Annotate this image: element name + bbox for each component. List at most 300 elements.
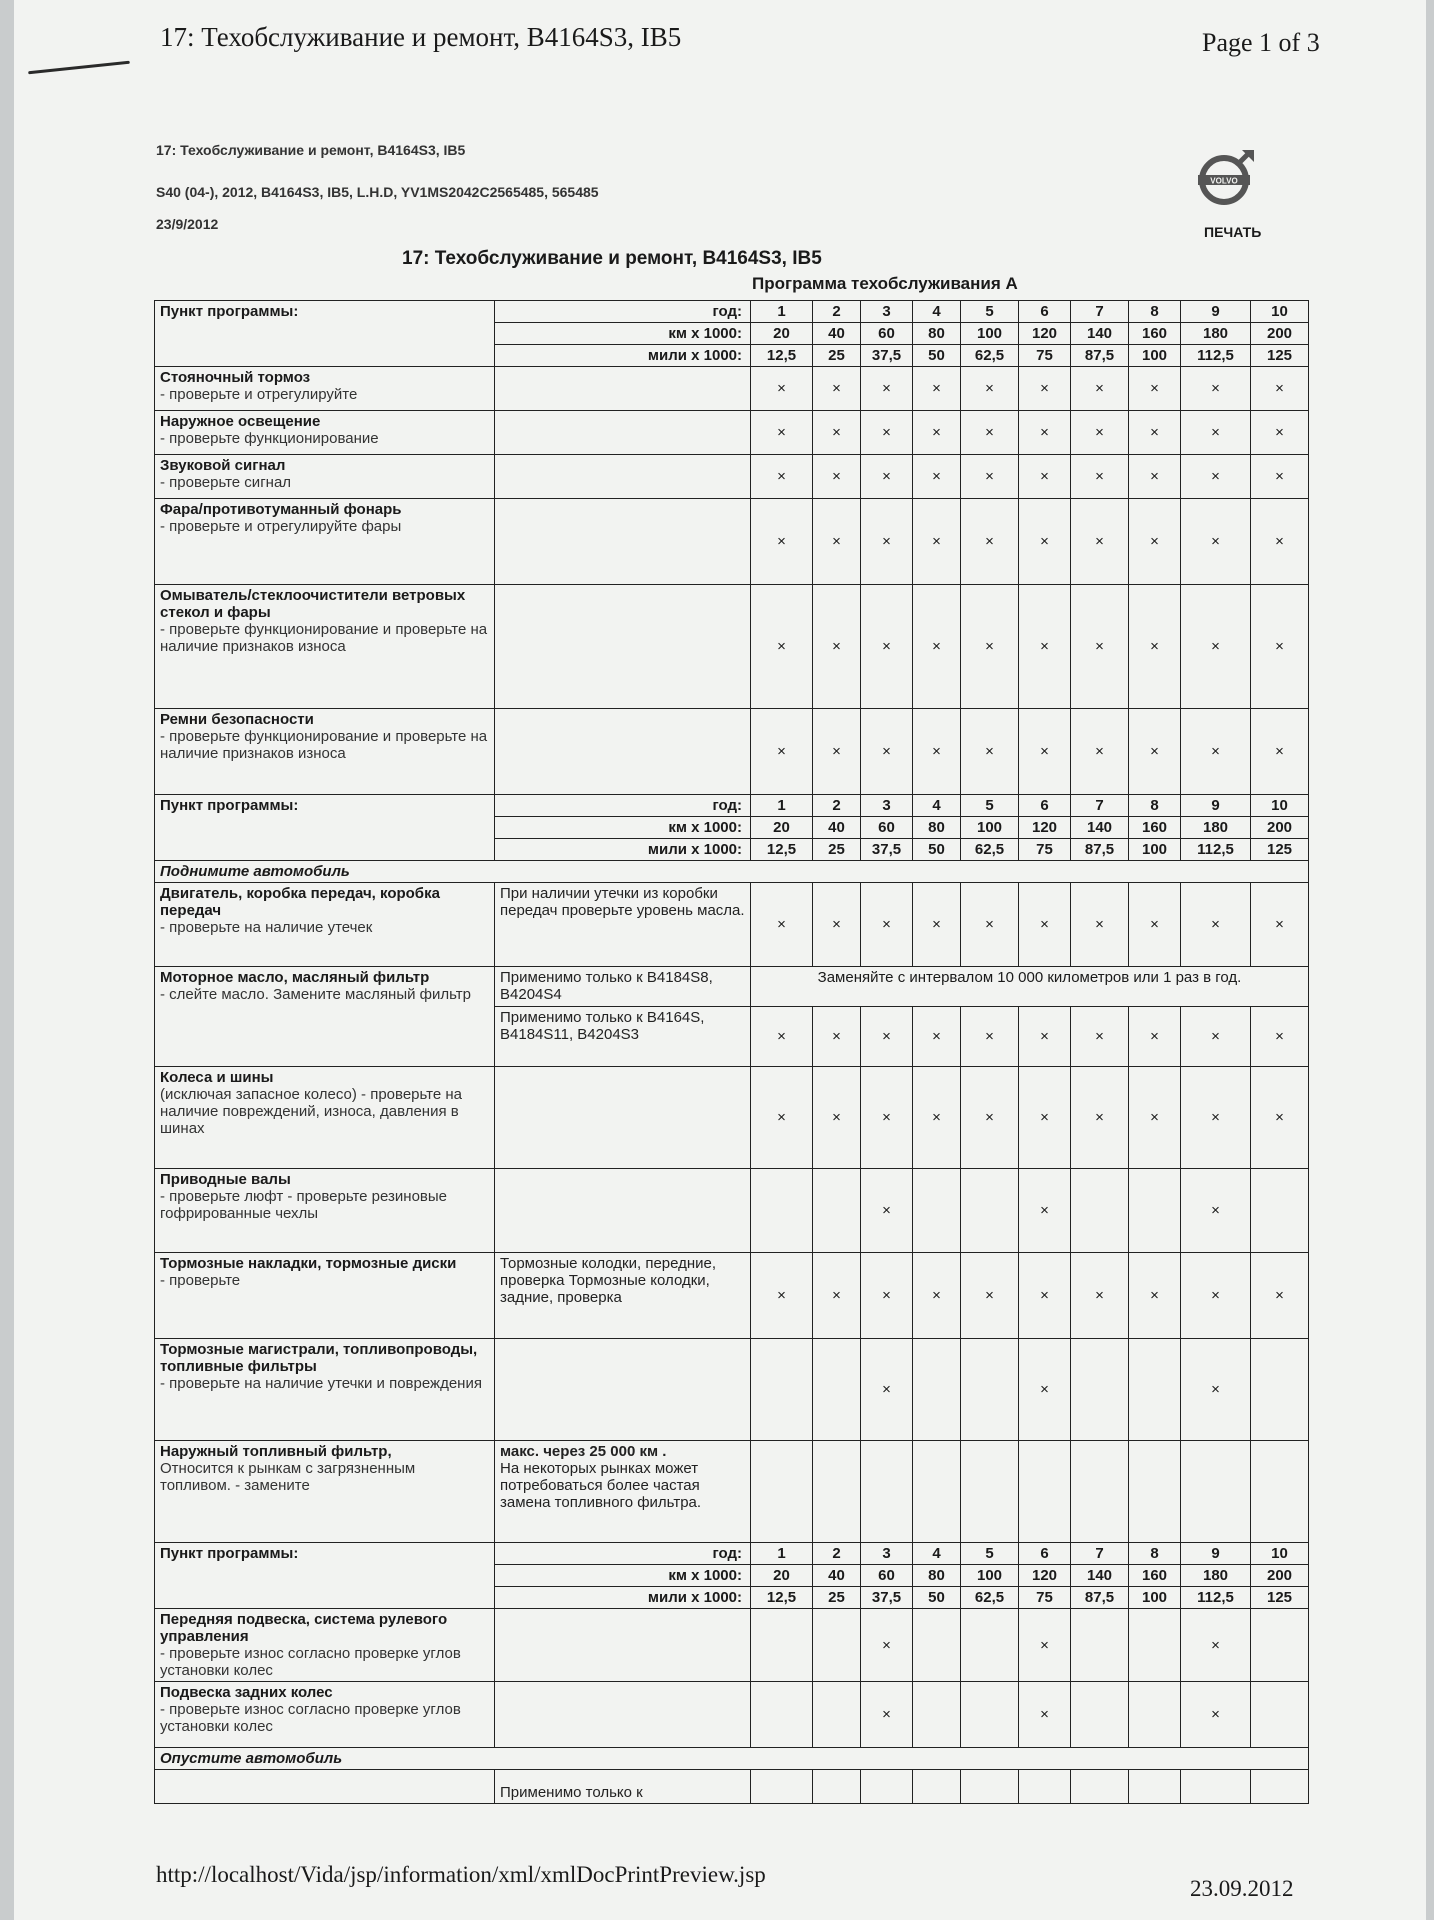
schedule-header-title: Пункт программы: bbox=[155, 301, 495, 367]
item-title: Тормозные накладки, тормозные диски bbox=[160, 1255, 457, 1272]
schedule-header-value: 40 bbox=[813, 817, 861, 839]
schedule-mark: × bbox=[1019, 1067, 1071, 1169]
schedule-row bbox=[155, 883, 1309, 967]
schedule-mark: × bbox=[813, 411, 861, 455]
schedule-mark: × bbox=[751, 499, 813, 585]
schedule-mark: × bbox=[1019, 367, 1071, 411]
schedule-mark: × bbox=[813, 585, 861, 709]
schedule-row bbox=[155, 1169, 1309, 1253]
document-title: 17: Техобслуживание и ремонт, B4164S3, IB5 bbox=[402, 248, 822, 269]
schedule-header-value: 8 bbox=[1129, 1543, 1181, 1565]
schedule-header-value: 8 bbox=[1129, 795, 1181, 817]
schedule-mark bbox=[1071, 1441, 1129, 1543]
schedule-mark: × bbox=[861, 709, 913, 795]
schedule-header-value: 200 bbox=[1251, 323, 1309, 345]
schedule-mark: × bbox=[1019, 1609, 1071, 1682]
schedule-header-label: мили x 1000: bbox=[495, 345, 751, 367]
schedule-mark: × bbox=[1251, 455, 1309, 499]
schedule-mark: × bbox=[1019, 455, 1071, 499]
schedule-mark: × bbox=[861, 585, 913, 709]
schedule-mark: × bbox=[913, 1253, 961, 1339]
schedule-header-title: Пункт программы: bbox=[155, 1543, 495, 1609]
schedule-header-value: 7 bbox=[1071, 1543, 1129, 1565]
program-title: Программа техобслуживания А bbox=[752, 274, 1018, 293]
schedule-mark: × bbox=[751, 411, 813, 455]
schedule-mark: × bbox=[1181, 455, 1251, 499]
schedule-mark bbox=[1251, 1169, 1309, 1253]
schedule-mark bbox=[1071, 1609, 1129, 1682]
schedule-mark: × bbox=[861, 1609, 913, 1682]
item-note-text: На некоторых рынках может потребоваться более частая замена топливного фильтра. bbox=[500, 1460, 702, 1511]
item-note bbox=[495, 1441, 751, 1543]
schedule-row bbox=[155, 1339, 1309, 1441]
schedule-header-value: 140 bbox=[1071, 323, 1129, 345]
schedule-header-value: 160 bbox=[1129, 817, 1181, 839]
schedule-mark bbox=[751, 1609, 813, 1682]
item-cell bbox=[155, 1682, 495, 1748]
schedule-header-label: мили x 1000: bbox=[495, 839, 751, 861]
page-number: Page 1 of 3 bbox=[1202, 28, 1320, 57]
schedule-mark: × bbox=[961, 883, 1019, 967]
item-title: Передняя подвеска, система рулевого управления bbox=[160, 1611, 448, 1645]
schedule-mark: × bbox=[861, 1253, 913, 1339]
schedule-header-value: 5 bbox=[961, 795, 1019, 817]
schedule-header-value: 40 bbox=[813, 323, 861, 345]
schedule-header-value: 6 bbox=[1019, 301, 1071, 323]
schedule-mark: × bbox=[813, 499, 861, 585]
item-cell bbox=[155, 1770, 495, 1804]
schedule-header-value: 140 bbox=[1071, 1565, 1129, 1587]
print-header-title: 17: Техобслуживание и ремонт, B4164S3, IB5 bbox=[160, 22, 682, 52]
schedule-header-value: 37,5 bbox=[861, 1587, 913, 1609]
schedule-mark: × bbox=[751, 1253, 813, 1339]
schedule-header-value: 9 bbox=[1181, 795, 1251, 817]
schedule-mark: × bbox=[1251, 883, 1309, 967]
item-title: Подвеска задних колес bbox=[160, 1684, 333, 1701]
schedule-header-value: 9 bbox=[1181, 1543, 1251, 1565]
footer-date: 23.09.2012 bbox=[1190, 1876, 1294, 1901]
schedule-header-value: 87,5 bbox=[1071, 1587, 1129, 1609]
schedule-header-value: 20 bbox=[751, 1565, 813, 1587]
schedule-header-value: 4 bbox=[913, 795, 961, 817]
schedule-mark bbox=[1071, 1339, 1129, 1441]
item-note bbox=[495, 1067, 751, 1169]
section-row bbox=[155, 861, 1309, 883]
schedule-header-value: 5 bbox=[961, 301, 1019, 323]
schedule-mark: × bbox=[913, 883, 961, 967]
schedule-mark: × bbox=[861, 367, 913, 411]
schedule-header-value: 50 bbox=[913, 1587, 961, 1609]
schedule-header-value: 3 bbox=[861, 301, 913, 323]
schedule-header-title: Пункт программы: bbox=[155, 795, 495, 861]
schedule-mark: × bbox=[1181, 883, 1251, 967]
schedule-mark bbox=[1129, 1682, 1181, 1748]
schedule-mark: × bbox=[1181, 585, 1251, 709]
schedule-header-value: 10 bbox=[1251, 301, 1309, 323]
item-title: Наружный топливный фильтр, bbox=[160, 1443, 392, 1460]
schedule-header-value: 7 bbox=[1071, 795, 1129, 817]
schedule-mark bbox=[1181, 1441, 1251, 1543]
schedule-mark: × bbox=[1181, 1067, 1251, 1169]
schedule-mark: × bbox=[751, 367, 813, 411]
schedule-header-value: 3 bbox=[861, 795, 913, 817]
schedule-header-value: 200 bbox=[1251, 1565, 1309, 1587]
schedule-mark bbox=[751, 1441, 813, 1543]
schedule-mark: × bbox=[1129, 1253, 1181, 1339]
schedule-header-value: 100 bbox=[1129, 839, 1181, 861]
schedule-row bbox=[155, 1770, 1309, 1804]
schedule-mark: × bbox=[751, 585, 813, 709]
item-instruction: - проверьте сигнал bbox=[160, 474, 292, 491]
item-cell bbox=[155, 883, 495, 967]
schedule-mark: × bbox=[961, 1067, 1019, 1169]
item-title: Двигатель, коробка передач, коробка передач bbox=[160, 885, 440, 919]
item-cell bbox=[155, 1339, 495, 1441]
schedule-row bbox=[155, 1609, 1309, 1682]
schedule-header-value: 40 bbox=[813, 1565, 861, 1587]
schedule-header-label: мили x 1000: bbox=[495, 1587, 751, 1609]
schedule-mark: × bbox=[1019, 411, 1071, 455]
schedule-mark: × bbox=[1129, 367, 1181, 411]
schedule-header-value: 25 bbox=[813, 345, 861, 367]
schedule-mark: × bbox=[1251, 499, 1309, 585]
schedule-mark: × bbox=[1019, 1339, 1071, 1441]
schedule-mark: × bbox=[913, 411, 961, 455]
item-title: Звуковой сигнал bbox=[160, 457, 286, 474]
schedule-mark: × bbox=[861, 1682, 913, 1748]
meta-date: 23/9/2012 bbox=[156, 216, 219, 232]
item-instruction: - проверьте функционирование и проверьте на наличие признаков износа bbox=[160, 621, 488, 655]
schedule-mark: × bbox=[913, 709, 961, 795]
schedule-row bbox=[155, 411, 1309, 455]
schedule-mark: × bbox=[813, 883, 861, 967]
schedule-header-value: 60 bbox=[861, 1565, 913, 1587]
item-title: Колеса и шины bbox=[160, 1069, 274, 1086]
item-cell bbox=[155, 1609, 495, 1682]
schedule-mark: × bbox=[751, 1007, 813, 1067]
item-cell bbox=[155, 709, 495, 795]
schedule-mark: × bbox=[961, 499, 1019, 585]
item-note bbox=[495, 1339, 751, 1441]
schedule-mark bbox=[813, 1682, 861, 1748]
schedule-mark: × bbox=[751, 709, 813, 795]
schedule-mark bbox=[961, 1441, 1019, 1543]
schedule-header-row bbox=[155, 301, 1309, 323]
item-title: Приводные валы bbox=[160, 1171, 291, 1188]
schedule-mark bbox=[813, 1339, 861, 1441]
schedule-mark: × bbox=[813, 1253, 861, 1339]
schedule-header-value: 1 bbox=[751, 1543, 813, 1565]
footer-url: http://localhost/Vida/jsp/information/xml/xmlDocPrintPreview.jsp bbox=[156, 1862, 766, 1887]
schedule-mark bbox=[1129, 1169, 1181, 1253]
schedule-mark: × bbox=[813, 455, 861, 499]
schedule-mark: × bbox=[861, 455, 913, 499]
schedule-mark: × bbox=[961, 367, 1019, 411]
schedule-header-value: 20 bbox=[751, 323, 813, 345]
schedule-mark: × bbox=[1251, 709, 1309, 795]
schedule-mark bbox=[861, 1441, 913, 1543]
item-instruction: - проверьте на наличие утечки и повреждения bbox=[160, 1375, 482, 1392]
schedule-mark bbox=[961, 1770, 1019, 1804]
schedule-header-value: 160 bbox=[1129, 1565, 1181, 1587]
schedule-header-label: км x 1000: bbox=[495, 1565, 751, 1587]
schedule-header-value: 80 bbox=[913, 817, 961, 839]
schedule-header-value: 5 bbox=[961, 1543, 1019, 1565]
schedule-mark: × bbox=[813, 1007, 861, 1067]
schedule-mark: × bbox=[913, 499, 961, 585]
schedule-mark bbox=[1129, 1770, 1181, 1804]
schedule-mark: × bbox=[1071, 585, 1129, 709]
schedule-header-value: 80 bbox=[913, 1565, 961, 1587]
schedule-mark bbox=[751, 1169, 813, 1253]
schedule-mark: × bbox=[1181, 1339, 1251, 1441]
schedule-header-value: 10 bbox=[1251, 795, 1309, 817]
schedule-header-row bbox=[155, 795, 1309, 817]
schedule-mark: × bbox=[1019, 1169, 1071, 1253]
schedule-mark: × bbox=[1251, 1007, 1309, 1067]
item-note-emphasis: макс. через 25 000 км . bbox=[500, 1443, 667, 1460]
item-cell bbox=[155, 411, 495, 455]
schedule-row bbox=[155, 455, 1309, 499]
schedule-header-value: 10 bbox=[1251, 1543, 1309, 1565]
schedule-header-value: 12,5 bbox=[751, 345, 813, 367]
schedule-mark: × bbox=[1181, 709, 1251, 795]
schedule-header-value: 9 bbox=[1181, 301, 1251, 323]
schedule-row bbox=[155, 367, 1309, 411]
item-title: Наружное освещение bbox=[160, 413, 321, 430]
schedule-mark: × bbox=[1071, 1067, 1129, 1169]
schedule-mark bbox=[913, 1339, 961, 1441]
schedule-mark bbox=[813, 1609, 861, 1682]
schedule-header-value: 100 bbox=[961, 817, 1019, 839]
schedule-mark: × bbox=[1181, 499, 1251, 585]
schedule-header-label: год: bbox=[495, 301, 751, 323]
schedule-header-value: 180 bbox=[1181, 1565, 1251, 1587]
schedule-mark bbox=[1251, 1609, 1309, 1682]
schedule-mark: × bbox=[813, 367, 861, 411]
schedule-row bbox=[155, 1067, 1309, 1169]
volvo-logo-icon[interactable] bbox=[1194, 146, 1258, 210]
schedule-header-row bbox=[155, 1543, 1309, 1565]
schedule-mark bbox=[1251, 1441, 1309, 1543]
schedule-mark: × bbox=[813, 1067, 861, 1169]
item-instruction: - проверьте и отрегулируйте фары bbox=[160, 518, 402, 535]
schedule-header-value: 25 bbox=[813, 1587, 861, 1609]
item-note-text: При наличии утечки из коробки передач проверьте уровень масла. bbox=[500, 885, 745, 919]
item-note bbox=[495, 1169, 751, 1253]
schedule-header-value: 120 bbox=[1019, 817, 1071, 839]
schedule-mark: × bbox=[1129, 709, 1181, 795]
schedule-header-value: 100 bbox=[961, 1565, 1019, 1587]
schedule-header-value: 50 bbox=[913, 345, 961, 367]
vehicle-info: S40 (04-), 2012, B4164S3, IB5, L.H.D, YV1MS2042C2565485, 565485 bbox=[156, 184, 599, 200]
schedule-mark: × bbox=[1129, 411, 1181, 455]
item-instruction: - проверьте люфт - проверьте резиновые гофрированные чехлы bbox=[160, 1188, 447, 1222]
schedule-mark: × bbox=[913, 585, 961, 709]
schedule-mark: × bbox=[813, 709, 861, 795]
schedule-mark bbox=[913, 1609, 961, 1682]
schedule-mark: × bbox=[913, 1067, 961, 1169]
section-label: Опустите автомобиль bbox=[155, 1748, 1309, 1770]
schedule-mark: × bbox=[1181, 1007, 1251, 1067]
schedule-mark: × bbox=[1181, 1169, 1251, 1253]
schedule-mark: × bbox=[1019, 883, 1071, 967]
schedule-header-value: 140 bbox=[1071, 817, 1129, 839]
item-cell bbox=[155, 1169, 495, 1253]
schedule-mark bbox=[1129, 1339, 1181, 1441]
schedule-row bbox=[155, 585, 1309, 709]
schedule-mark: × bbox=[961, 585, 1019, 709]
schedule-header-value: 112,5 bbox=[1181, 1587, 1251, 1609]
schedule-mark: × bbox=[861, 1169, 913, 1253]
section-row bbox=[155, 1748, 1309, 1770]
schedule-mark: × bbox=[1181, 1682, 1251, 1748]
print-button[interactable]: ПЕЧАТЬ bbox=[1204, 224, 1262, 240]
schedule-row bbox=[155, 967, 1309, 1007]
item-instruction: - проверьте функционирование и проверьте на наличие признаков износа bbox=[160, 728, 488, 762]
schedule-header-value: 2 bbox=[813, 795, 861, 817]
schedule-header-value: 62,5 bbox=[961, 1587, 1019, 1609]
schedule-header-value: 37,5 bbox=[861, 839, 913, 861]
schedule-header-value: 6 bbox=[1019, 1543, 1071, 1565]
item-instruction: - проверьте функционирование bbox=[160, 430, 379, 447]
schedule-header-value: 75 bbox=[1019, 839, 1071, 861]
schedule-mark bbox=[1251, 1682, 1309, 1748]
item-note bbox=[495, 499, 751, 585]
schedule-mark bbox=[1251, 1339, 1309, 1441]
item-note bbox=[495, 1609, 751, 1682]
item-note: Применимо только к B4164S, B4184S11, B4204S3 bbox=[495, 1007, 751, 1067]
schedule-mark: × bbox=[1071, 883, 1129, 967]
schedule-mark: × bbox=[1181, 1609, 1251, 1682]
schedule-row bbox=[155, 1253, 1309, 1339]
schedule-mark: × bbox=[1251, 411, 1309, 455]
schedule-header-value: 60 bbox=[861, 323, 913, 345]
schedule-mark: × bbox=[861, 411, 913, 455]
schedule-mark: × bbox=[1251, 1067, 1309, 1169]
schedule-mark bbox=[1129, 1441, 1181, 1543]
section-label: Поднимите автомобиль bbox=[155, 861, 1309, 883]
schedule-header-value: 125 bbox=[1251, 1587, 1309, 1609]
schedule-mark: × bbox=[1071, 411, 1129, 455]
schedule-mark: × bbox=[961, 1253, 1019, 1339]
schedule-header-value: 12,5 bbox=[751, 839, 813, 861]
maintenance-schedule-table bbox=[154, 300, 1309, 1804]
item-note bbox=[495, 585, 751, 709]
schedule-mark: × bbox=[913, 367, 961, 411]
item-note bbox=[495, 1682, 751, 1748]
schedule-header-value: 87,5 bbox=[1071, 839, 1129, 861]
schedule-mark bbox=[961, 1169, 1019, 1253]
schedule-mark: × bbox=[1019, 1682, 1071, 1748]
meta-title: 17: Техобслуживание и ремонт, B4164S3, IB5 bbox=[156, 142, 466, 158]
schedule-header-value: 160 bbox=[1129, 323, 1181, 345]
schedule-mark bbox=[1071, 1169, 1129, 1253]
schedule-mark bbox=[1071, 1770, 1129, 1804]
pen-mark bbox=[28, 61, 130, 75]
schedule-mark bbox=[861, 1770, 913, 1804]
item-note bbox=[495, 367, 751, 411]
schedule-mark: × bbox=[1251, 367, 1309, 411]
schedule-mark: × bbox=[861, 1339, 913, 1441]
item-note bbox=[495, 709, 751, 795]
schedule-header-label: км x 1000: bbox=[495, 323, 751, 345]
schedule-mark: × bbox=[1019, 709, 1071, 795]
schedule-header-value: 2 bbox=[813, 1543, 861, 1565]
schedule-header-value: 4 bbox=[913, 301, 961, 323]
item-cell bbox=[155, 499, 495, 585]
schedule-mark bbox=[1019, 1770, 1071, 1804]
item-note bbox=[495, 411, 751, 455]
schedule-mark: × bbox=[1071, 367, 1129, 411]
schedule-mark bbox=[813, 1441, 861, 1543]
item-cell bbox=[155, 967, 495, 1067]
schedule-mark: × bbox=[961, 411, 1019, 455]
schedule-header-value: 20 bbox=[751, 817, 813, 839]
item-instruction: - проверьте и отрегулируйте bbox=[160, 386, 358, 403]
schedule-header-value: 180 bbox=[1181, 817, 1251, 839]
schedule-mark: × bbox=[751, 883, 813, 967]
item-instruction: - проверьте bbox=[160, 1272, 241, 1289]
schedule-mark: × bbox=[913, 455, 961, 499]
schedule-header-value: 7 bbox=[1071, 301, 1129, 323]
schedule-mark: × bbox=[1019, 499, 1071, 585]
schedule-row bbox=[155, 709, 1309, 795]
schedule-mark: × bbox=[913, 1007, 961, 1067]
schedule-mark bbox=[961, 1682, 1019, 1748]
schedule-header-value: 112,5 bbox=[1181, 839, 1251, 861]
schedule-header-value: 8 bbox=[1129, 301, 1181, 323]
schedule-mark bbox=[961, 1609, 1019, 1682]
document-page bbox=[14, 0, 1426, 1920]
item-cell bbox=[155, 1067, 495, 1169]
schedule-mark bbox=[1251, 1770, 1309, 1804]
schedule-mark bbox=[913, 1770, 961, 1804]
schedule-mark: × bbox=[1019, 585, 1071, 709]
item-instruction: - проверьте износ согласно проверке углов установки колес bbox=[160, 1645, 461, 1679]
item-note bbox=[495, 1253, 751, 1339]
schedule-mark bbox=[751, 1770, 813, 1804]
schedule-header-value: 100 bbox=[1129, 1587, 1181, 1609]
schedule-mark bbox=[751, 1682, 813, 1748]
item-instruction: Относится к рынкам с загрязненным топливом. - замените bbox=[160, 1460, 416, 1494]
schedule-header-value: 62,5 bbox=[961, 345, 1019, 367]
schedule-mark bbox=[813, 1169, 861, 1253]
schedule-header-value: 25 bbox=[813, 839, 861, 861]
schedule-row bbox=[155, 1441, 1309, 1543]
schedule-header-value: 37,5 bbox=[861, 345, 913, 367]
schedule-mark: × bbox=[1129, 883, 1181, 967]
item-title: Моторное масло, масляный фильтр bbox=[160, 969, 430, 986]
item-cell bbox=[155, 367, 495, 411]
schedule-header-value: 120 bbox=[1019, 1565, 1071, 1587]
schedule-header-value: 112,5 bbox=[1181, 345, 1251, 367]
schedule-row bbox=[155, 1682, 1309, 1748]
schedule-header-value: 60 bbox=[861, 817, 913, 839]
schedule-mark: × bbox=[1181, 1253, 1251, 1339]
item-note bbox=[495, 455, 751, 499]
item-title: Фара/противотуманный фонарь bbox=[160, 501, 402, 518]
schedule-header-label: год: bbox=[495, 795, 751, 817]
schedule-header-value: 6 bbox=[1019, 795, 1071, 817]
schedule-header-value: 62,5 bbox=[961, 839, 1019, 861]
schedule-mark bbox=[1181, 1770, 1251, 1804]
schedule-header-value: 125 bbox=[1251, 345, 1309, 367]
schedule-mark: × bbox=[1251, 1253, 1309, 1339]
schedule-mark bbox=[1019, 1441, 1071, 1543]
schedule-header-value: 1 bbox=[751, 795, 813, 817]
item-instruction: - проверьте на наличие утечек bbox=[160, 919, 373, 936]
